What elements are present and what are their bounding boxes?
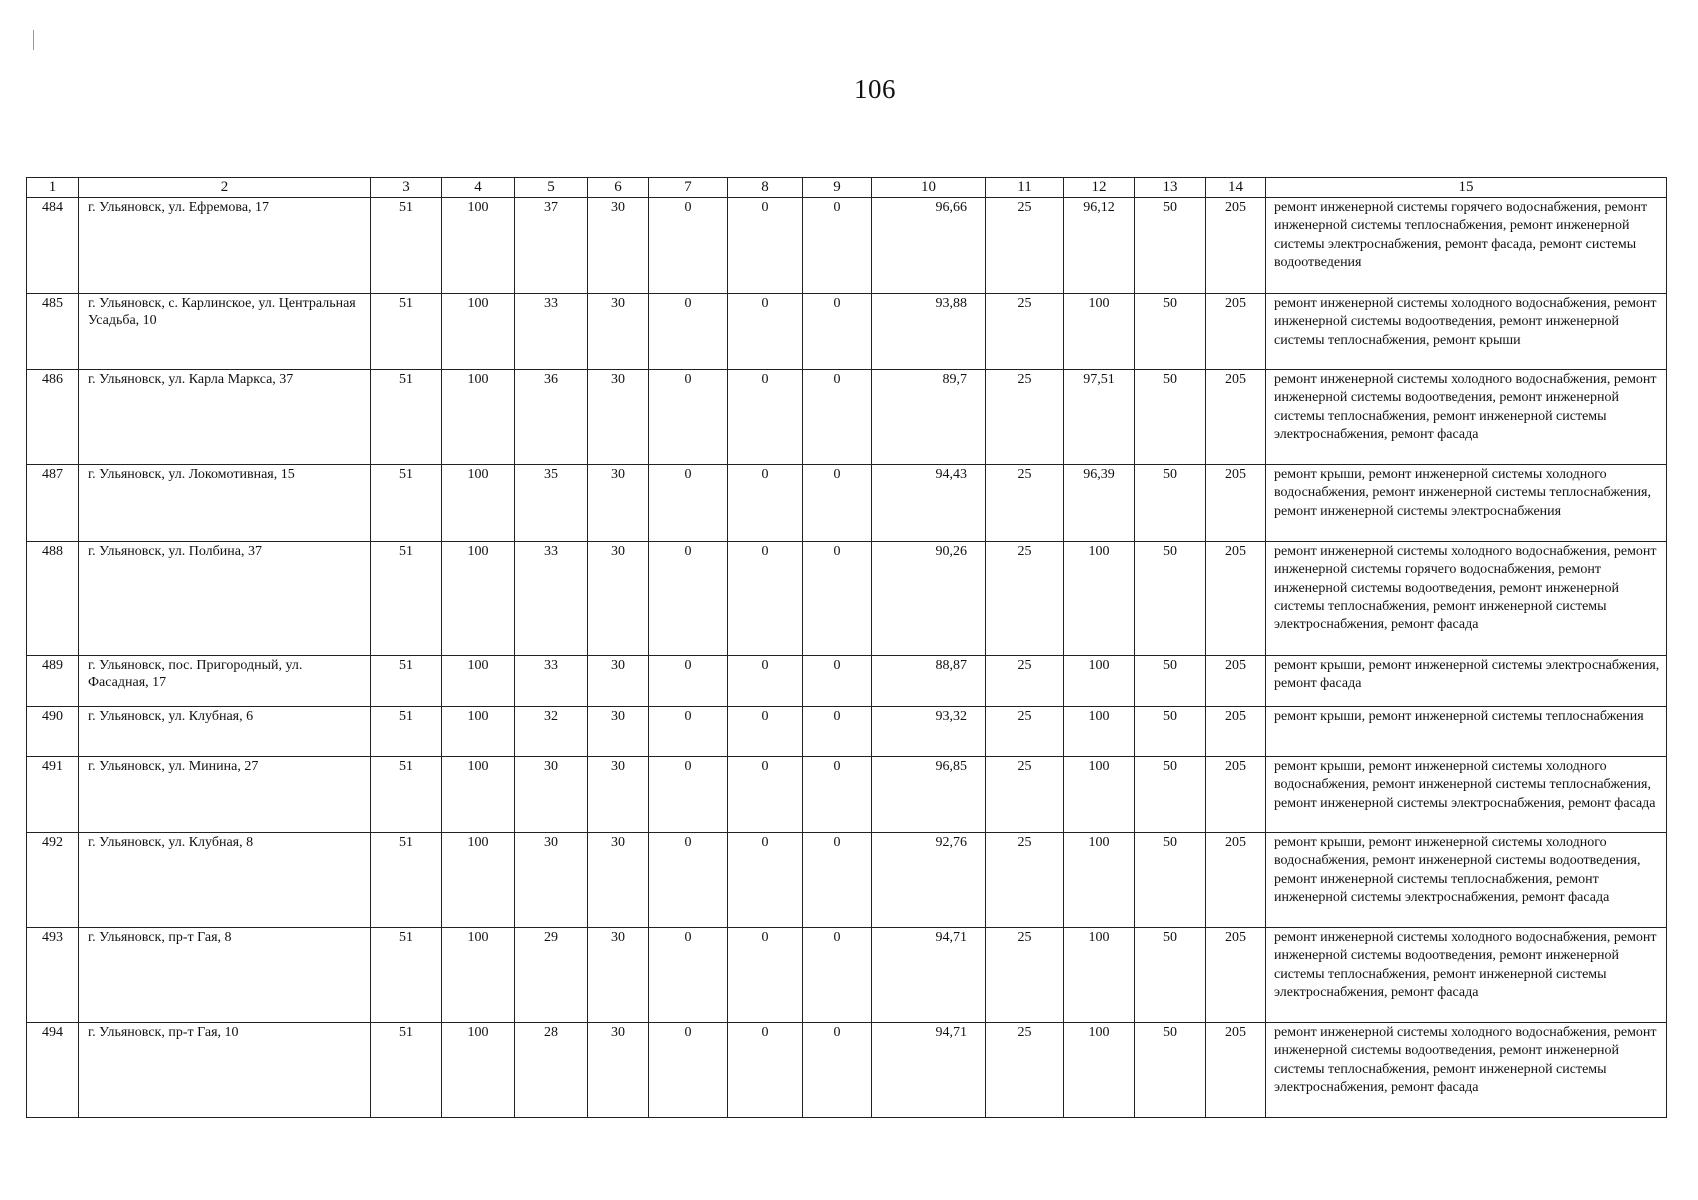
value-cell-col-3: 51	[371, 542, 442, 656]
column-header-10: 10	[872, 178, 986, 198]
repair-program-table	[26, 177, 1667, 1118]
value-cell-col-8: 0	[728, 757, 803, 833]
value-cell-col-9: 0	[803, 198, 872, 294]
value-cell-col-4: 100	[442, 707, 515, 757]
value-cell-col-13: 50	[1135, 757, 1206, 833]
value-cell-col-13: 50	[1135, 928, 1206, 1023]
repair-works-cell: ремонт инженерной системы холодного водоснабжения, ремонт инженерной системы водоотведения, ремонт инженерной системы теплоснабжения, ремонт крыши	[1266, 294, 1667, 370]
row-number: 484	[27, 198, 79, 294]
value-cell-col-5: 29	[515, 928, 588, 1023]
table-row	[27, 465, 1667, 542]
value-cell-col-8: 0	[728, 198, 803, 294]
value-cell-col-5: 28	[515, 1023, 588, 1118]
value-cell-col-3: 51	[371, 928, 442, 1023]
value-cell-col-4: 100	[442, 656, 515, 707]
table-row	[27, 542, 1667, 656]
value-cell-col-3: 51	[371, 757, 442, 833]
value-cell-col-7: 0	[649, 465, 728, 542]
value-cell-col-9: 0	[803, 656, 872, 707]
value-cell-col-7: 0	[649, 198, 728, 294]
value-cell-col-5: 37	[515, 198, 588, 294]
value-cell-col-5: 35	[515, 465, 588, 542]
table-row	[27, 656, 1667, 707]
column-header-11: 11	[986, 178, 1064, 198]
address-cell: г. Ульяновск, ул. Полбина, 37	[79, 542, 371, 656]
value-cell-col-9: 0	[803, 1023, 872, 1118]
value-cell-col-7: 0	[649, 928, 728, 1023]
column-header-5: 5	[515, 178, 588, 198]
value-cell-col-4: 100	[442, 370, 515, 465]
row-number: 492	[27, 833, 79, 928]
value-cell-col-14: 205	[1206, 542, 1266, 656]
value-cell-col-6: 30	[588, 757, 649, 833]
row-number: 491	[27, 757, 79, 833]
repair-works-cell: ремонт инженерной системы холодного водоснабжения, ремонт инженерной системы водоотведения, ремонт инженерной системы теплоснабжения, ремонт инженерной системы электроснабжения, ремонт фасада	[1266, 928, 1667, 1023]
value-cell-col-9: 0	[803, 370, 872, 465]
value-cell-col-5: 30	[515, 833, 588, 928]
address-cell: г. Ульяновск, ул. Локомотивная, 15	[79, 465, 371, 542]
value-cell-col-14: 205	[1206, 465, 1266, 542]
value-cell-col-7: 0	[649, 370, 728, 465]
value-cell-col-14: 205	[1206, 1023, 1266, 1118]
value-cell-col-6: 30	[588, 294, 649, 370]
address-cell: г. Ульяновск, ул. Клубная, 6	[79, 707, 371, 757]
value-cell-col-3: 51	[371, 370, 442, 465]
value-cell-col-3: 51	[371, 833, 442, 928]
value-cell-col-9: 0	[803, 542, 872, 656]
value-cell-col-5: 33	[515, 542, 588, 656]
value-cell-col-10: 89,7	[872, 370, 986, 465]
value-cell-col-4: 100	[442, 757, 515, 833]
value-cell-col-12: 100	[1064, 656, 1135, 707]
value-cell-col-11: 25	[986, 542, 1064, 656]
value-cell-col-13: 50	[1135, 656, 1206, 707]
value-cell-col-9: 0	[803, 757, 872, 833]
address-cell: г. Ульяновск, ул. Клубная, 8	[79, 833, 371, 928]
column-header-13: 13	[1135, 178, 1206, 198]
value-cell-col-9: 0	[803, 833, 872, 928]
column-header-7: 7	[649, 178, 728, 198]
value-cell-col-8: 0	[728, 370, 803, 465]
value-cell-col-14: 205	[1206, 928, 1266, 1023]
value-cell-col-8: 0	[728, 928, 803, 1023]
value-cell-col-6: 30	[588, 198, 649, 294]
column-header-8: 8	[728, 178, 803, 198]
value-cell-col-11: 25	[986, 370, 1064, 465]
value-cell-col-10: 90,26	[872, 542, 986, 656]
address-cell: г. Ульяновск, ул. Минина, 27	[79, 757, 371, 833]
value-cell-col-14: 205	[1206, 294, 1266, 370]
column-header-9: 9	[803, 178, 872, 198]
value-cell-col-10: 94,71	[872, 928, 986, 1023]
column-header-3: 3	[371, 178, 442, 198]
column-header-4: 4	[442, 178, 515, 198]
value-cell-col-13: 50	[1135, 370, 1206, 465]
value-cell-col-14: 205	[1206, 833, 1266, 928]
value-cell-col-4: 100	[442, 198, 515, 294]
value-cell-col-11: 25	[986, 465, 1064, 542]
row-number: 488	[27, 542, 79, 656]
value-cell-col-6: 30	[588, 656, 649, 707]
column-header-2: 2	[79, 178, 371, 198]
address-cell: г. Ульяновск, пос. Пригородный, ул. Фасадная, 17	[79, 656, 371, 707]
column-number-header-row	[27, 178, 1667, 198]
value-cell-col-10: 96,66	[872, 198, 986, 294]
value-cell-col-14: 205	[1206, 198, 1266, 294]
value-cell-col-6: 30	[588, 928, 649, 1023]
value-cell-col-12: 100	[1064, 1023, 1135, 1118]
value-cell-col-14: 205	[1206, 370, 1266, 465]
repair-works-cell: ремонт инженерной системы холодного водоснабжения, ремонт инженерной системы водоотведения, ремонт инженерной системы теплоснабжения, ремонт инженерной системы электроснабжения, ремонт фасада	[1266, 370, 1667, 465]
value-cell-col-8: 0	[728, 1023, 803, 1118]
value-cell-col-13: 50	[1135, 833, 1206, 928]
value-cell-col-7: 0	[649, 542, 728, 656]
value-cell-col-12: 100	[1064, 833, 1135, 928]
value-cell-col-7: 0	[649, 1023, 728, 1118]
value-cell-col-11: 25	[986, 707, 1064, 757]
table-row	[27, 294, 1667, 370]
value-cell-col-3: 51	[371, 465, 442, 542]
value-cell-col-12: 100	[1064, 757, 1135, 833]
value-cell-col-5: 36	[515, 370, 588, 465]
table-row	[27, 707, 1667, 757]
address-cell: г. Ульяновск, ул. Ефремова, 17	[79, 198, 371, 294]
value-cell-col-6: 30	[588, 833, 649, 928]
value-cell-col-11: 25	[986, 656, 1064, 707]
value-cell-col-12: 100	[1064, 707, 1135, 757]
repair-works-cell: ремонт крыши, ремонт инженерной системы электроснабжения, ремонт фасада	[1266, 656, 1667, 707]
value-cell-col-8: 0	[728, 833, 803, 928]
value-cell-col-12: 97,51	[1064, 370, 1135, 465]
value-cell-col-4: 100	[442, 928, 515, 1023]
value-cell-col-11: 25	[986, 294, 1064, 370]
value-cell-col-4: 100	[442, 1023, 515, 1118]
table-row	[27, 757, 1667, 833]
column-header-15: 15	[1266, 178, 1667, 198]
value-cell-col-10: 96,85	[872, 757, 986, 833]
value-cell-col-13: 50	[1135, 465, 1206, 542]
value-cell-col-8: 0	[728, 294, 803, 370]
value-cell-col-6: 30	[588, 542, 649, 656]
column-header-1: 1	[27, 178, 79, 198]
value-cell-col-7: 0	[649, 294, 728, 370]
value-cell-col-10: 88,87	[872, 656, 986, 707]
row-number: 494	[27, 1023, 79, 1118]
value-cell-col-3: 51	[371, 1023, 442, 1118]
value-cell-col-8: 0	[728, 656, 803, 707]
value-cell-col-12: 100	[1064, 294, 1135, 370]
value-cell-col-5: 32	[515, 707, 588, 757]
row-number: 485	[27, 294, 79, 370]
value-cell-col-8: 0	[728, 465, 803, 542]
row-number: 493	[27, 928, 79, 1023]
value-cell-col-6: 30	[588, 1023, 649, 1118]
repair-works-cell: ремонт инженерной системы горячего водоснабжения, ремонт инженерной системы теплоснабжения, ремонт инженерной системы электроснабжения, ремонт фасада, ремонт системы водоотведения	[1266, 198, 1667, 294]
value-cell-col-10: 92,76	[872, 833, 986, 928]
value-cell-col-9: 0	[803, 465, 872, 542]
value-cell-col-6: 30	[588, 465, 649, 542]
value-cell-col-10: 93,88	[872, 294, 986, 370]
value-cell-col-11: 25	[986, 198, 1064, 294]
value-cell-col-5: 33	[515, 656, 588, 707]
value-cell-col-10: 94,43	[872, 465, 986, 542]
table-body	[27, 178, 1667, 1118]
table-row	[27, 198, 1667, 294]
table-row	[27, 370, 1667, 465]
value-cell-col-11: 25	[986, 757, 1064, 833]
value-cell-col-4: 100	[442, 542, 515, 656]
value-cell-col-4: 100	[442, 465, 515, 542]
repair-works-cell: ремонт крыши, ремонт инженерной системы холодного водоснабжения, ремонт инженерной системы теплоснабжения, ремонт инженерной системы электроснабжения	[1266, 465, 1667, 542]
value-cell-col-13: 50	[1135, 707, 1206, 757]
value-cell-col-10: 94,71	[872, 1023, 986, 1118]
table-row	[27, 1023, 1667, 1118]
table-row	[27, 833, 1667, 928]
address-cell: г. Ульяновск, ул. Карла Маркса, 37	[79, 370, 371, 465]
value-cell-col-3: 51	[371, 656, 442, 707]
address-cell: г. Ульяновск, пр-т Гая, 10	[79, 1023, 371, 1118]
scan-artifact-left-mark	[33, 30, 34, 50]
value-cell-col-13: 50	[1135, 294, 1206, 370]
value-cell-col-12: 100	[1064, 542, 1135, 656]
address-cell: г. Ульяновск, с. Карлинское, ул. Центральная Усадьба, 10	[79, 294, 371, 370]
value-cell-col-5: 30	[515, 757, 588, 833]
value-cell-col-4: 100	[442, 833, 515, 928]
value-cell-col-9: 0	[803, 928, 872, 1023]
value-cell-col-8: 0	[728, 542, 803, 656]
value-cell-col-13: 50	[1135, 542, 1206, 656]
table-row	[27, 928, 1667, 1023]
value-cell-col-12: 100	[1064, 928, 1135, 1023]
value-cell-col-11: 25	[986, 833, 1064, 928]
value-cell-col-5: 33	[515, 294, 588, 370]
value-cell-col-12: 96,12	[1064, 198, 1135, 294]
row-number: 489	[27, 656, 79, 707]
address-cell: г. Ульяновск, пр-т Гая, 8	[79, 928, 371, 1023]
repair-works-cell: ремонт крыши, ремонт инженерной системы холодного водоснабжения, ремонт инженерной системы теплоснабжения, ремонт инженерной системы электроснабжения, ремонт фасада	[1266, 757, 1667, 833]
value-cell-col-3: 51	[371, 707, 442, 757]
value-cell-col-10: 93,32	[872, 707, 986, 757]
column-header-6: 6	[588, 178, 649, 198]
row-number: 490	[27, 707, 79, 757]
value-cell-col-11: 25	[986, 1023, 1064, 1118]
value-cell-col-7: 0	[649, 833, 728, 928]
value-cell-col-12: 96,39	[1064, 465, 1135, 542]
value-cell-col-6: 30	[588, 370, 649, 465]
value-cell-col-13: 50	[1135, 1023, 1206, 1118]
page-number: 106	[854, 74, 896, 104]
value-cell-col-7: 0	[649, 707, 728, 757]
value-cell-col-8: 0	[728, 707, 803, 757]
column-header-14: 14	[1206, 178, 1266, 198]
value-cell-col-9: 0	[803, 707, 872, 757]
value-cell-col-7: 0	[649, 757, 728, 833]
value-cell-col-14: 205	[1206, 757, 1266, 833]
value-cell-col-3: 51	[371, 294, 442, 370]
value-cell-col-3: 51	[371, 198, 442, 294]
value-cell-col-4: 100	[442, 294, 515, 370]
repair-works-cell: ремонт крыши, ремонт инженерной системы холодного водоснабжения, ремонт инженерной системы водоотведения, ремонт инженерной системы теплоснабжения, ремонт инженерной системы электроснабжения, ремонт фасада	[1266, 833, 1667, 928]
value-cell-col-6: 30	[588, 707, 649, 757]
column-header-12: 12	[1064, 178, 1135, 198]
repair-works-cell: ремонт инженерной системы холодного водоснабжения, ремонт инженерной системы горячего водоснабжения, ремонт инженерной системы водоотведения, ремонт инженерной системы теплоснабжения, ремонт инженерной системы электроснабжения, ремонт фасада	[1266, 542, 1667, 656]
row-number: 487	[27, 465, 79, 542]
value-cell-col-14: 205	[1206, 656, 1266, 707]
repair-works-cell: ремонт крыши, ремонт инженерной системы теплоснабжения	[1266, 707, 1667, 757]
repair-works-cell: ремонт инженерной системы холодного водоснабжения, ремонт инженерной системы водоотведения, ремонт инженерной системы теплоснабжения, ремонт инженерной системы электроснабжения, ремонт фасада	[1266, 1023, 1667, 1118]
value-cell-col-13: 50	[1135, 198, 1206, 294]
value-cell-col-14: 205	[1206, 707, 1266, 757]
value-cell-col-11: 25	[986, 928, 1064, 1023]
row-number: 486	[27, 370, 79, 465]
value-cell-col-7: 0	[649, 656, 728, 707]
value-cell-col-9: 0	[803, 294, 872, 370]
